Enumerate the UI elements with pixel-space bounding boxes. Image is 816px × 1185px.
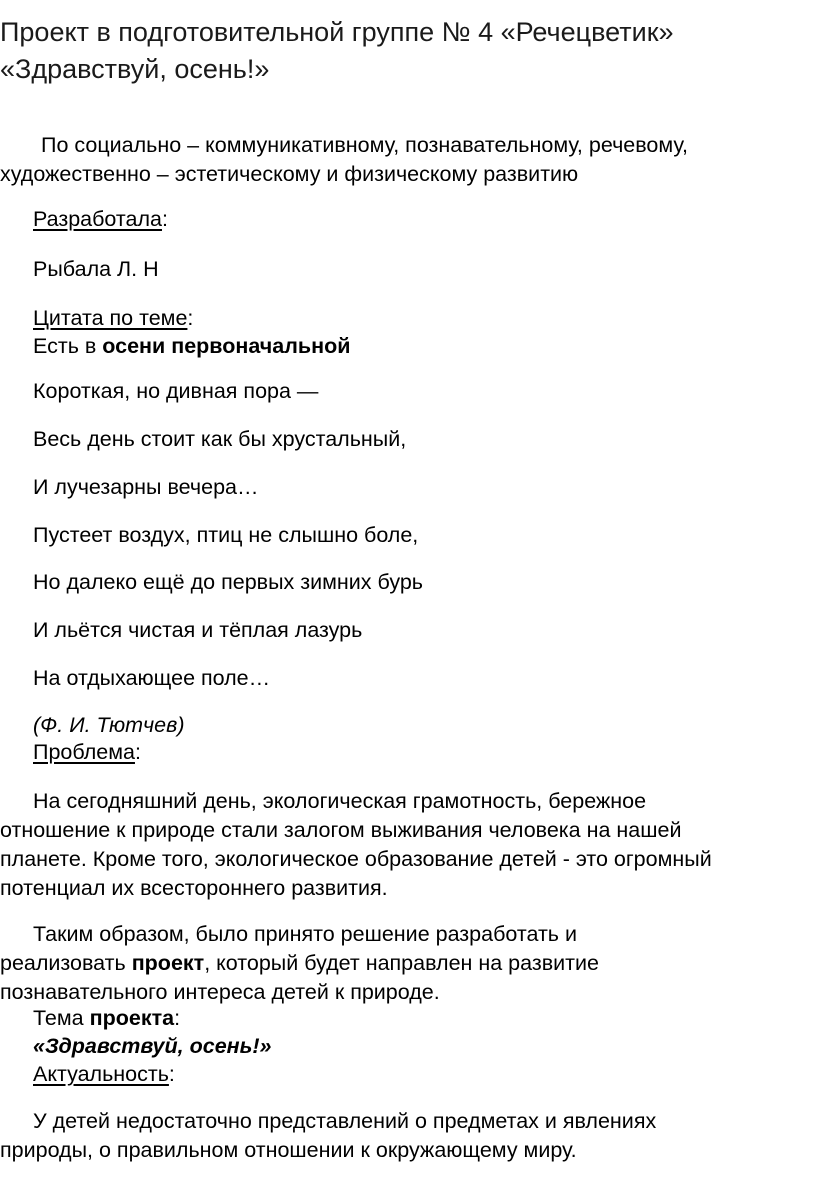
relevance-heading [33,1060,813,1089]
title-line-2: «Здравствуй, осень!» [0,54,270,84]
problem-heading [33,738,813,767]
relevance-colon: : [168,1062,175,1086]
relevance-label: Актуальность [33,1062,169,1086]
topic-value: «Здравствуй, осень!» [33,1034,272,1058]
relevance-line: природы, о правильном отношении к окружающему миру. [0,1138,577,1162]
topic-colon: : [174,1006,181,1030]
topic-bold: проекта [89,1006,175,1030]
author-name: Рыбала Л. Н [33,257,159,281]
quote-line: И льётся чистая и тёплая лазурь [33,618,363,642]
quote-line: Короткая, но дивная пора — [33,379,319,403]
quote-colon: : [187,306,194,330]
quote-line: Весь день стоит как бы хрустальный, [33,427,407,451]
quote-line: На отдыхающее поле… [33,666,271,690]
decision-line-1: Таким образом, было принято решение разработать и [33,922,577,946]
quote-first-prefix: Есть в [33,334,103,358]
problem-line: планете. Кроме того, экологическое образование детей - это огромный [0,847,712,871]
quote-author: (Ф. И. Тютчев) [33,713,185,737]
quote-heading [33,304,813,333]
problem-line: На сегодняшний день, экологическая грамотность, бережное [33,789,647,813]
page-title [0,14,816,88]
relevance-line: У детей недостаточно представлений о предметах и явлениях [33,1109,657,1133]
problem-label: Проблема [33,740,135,764]
decision-line-2 [0,949,816,978]
title-line-1: Проект в подготовительной группе № 4 «Речецветик» [0,17,674,47]
topic-heading [33,1004,813,1033]
problem-colon: : [134,740,141,764]
decision-bold: проект [131,951,205,975]
quote-line: И лучезарны вечера… [33,475,259,499]
quote-line: Пустеет воздух, птиц не слышно боле, [33,523,419,547]
intro-line-2: художественно – эстетическому и физическому развитию [0,162,579,186]
quote-line-first [33,332,813,361]
decision-prefix: реализовать [0,951,132,975]
author-heading [33,205,813,234]
decision-suffix: , который будет направлен на развитие [204,951,599,975]
decision-line-3: познавательного интереса детей к природе. [0,980,440,1004]
problem-line: потенциал их всестороннего развития. [0,876,388,900]
author-label: Разработала [33,207,162,231]
author-colon: : [161,207,168,231]
quote-label: Цитата по теме [33,306,188,330]
quote-first-bold: осени первоначальной [102,334,351,358]
problem-line: отношение к природе стали залогом выживания человека на нашей [0,818,682,842]
intro-line-1: По социально – коммуникативному, познавательному, речевому, [41,133,688,157]
topic-prefix: Тема [33,1006,90,1030]
quote-line: Но далеко ещё до первых зимних бурь [33,570,424,594]
